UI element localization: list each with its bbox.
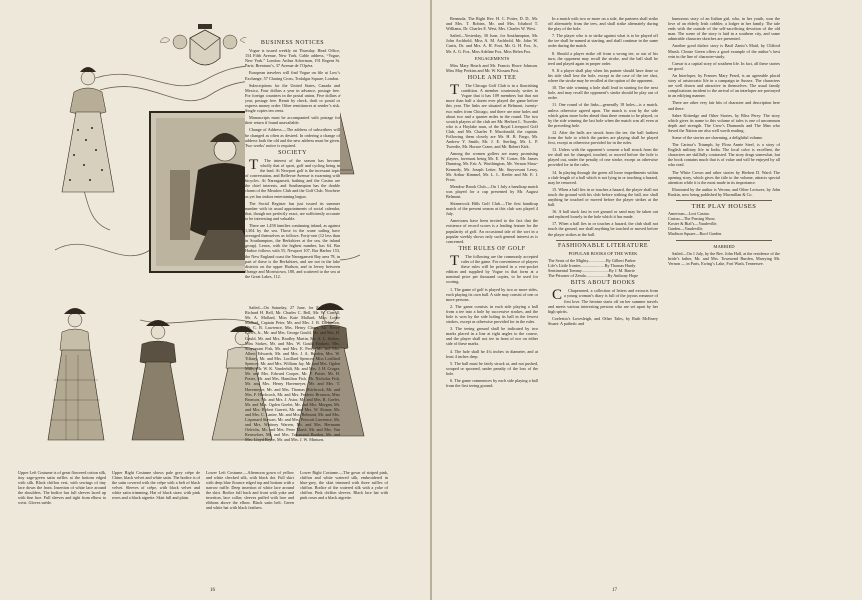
books-paragraph: The Carissa’s Triumph, by Flora Annie Steel, is a story of English military life in India. The local color is excellent, the characters are skillfully contrasted. The story drags somewhat, but the book contains much that is of value and will be enjoyed by all who read. [668,142,780,168]
playhouse-item: Casino—The Passing Show. [668,216,716,222]
paragraph: Bermuda, The Right Rev. H. C. Potter, D. D., Mr. and Mrs. T. Robins, Mr. and Mrs. Ichabod T. Williams, Dr. Charles E. West, Mrs. Charles W. West. [446,16,538,32]
books-paragraph: There are other very fair bits of character and description here and there. [668,100,780,111]
rules-continued: 13. Unless with the opponent’s consent a ball struck from the tee shall not be changed, touched, or moved before the hole is played out, under the penalty of one stroke, except as otherwise provided for in the rules. [548,147,658,168]
books-paragraph: Some of the stories are charming, a delightful volume. [672,134,764,140]
rules-continued: 9. If a player shall play when his partner should have done so his side shall lose the hole, except in the case of the tee shot, where the stroke may be recalled at the option of the opponent. [548,67,658,84]
engagements-text: Miss Mary Beach and Mr. Francis Howe Johnson. Miss May Perkins and Mr. W. Kissam Post. [446,62,538,73]
rules-continued: 17. When a ball lies in or touches a hazard, the club shall not touch the ground, nor shall anything be touched or moved before the player strikes at the ball. [548,221,658,237]
dropcap: C [552,287,563,304]
books-paragraph: An Interloper, by Frances Mary Peard, is an agreeable placid story of aristocratic life in a campaign in Sussex. The characters are well drawn and attractive in themselves. The usual family complications incident to the arrival of an interloper are portrayed in an edifying manner. [668,72,780,99]
rules-paragraph: 3. The teeing ground shall be indicated by two marks placed in a line at right angles to the course, and the player shall not tee in front of nor on either side of these marks. [446,326,538,347]
caption-lower-right: Lower Right Costume.—The gown of striped pink, chiffon and white watered silk, embroidered in blue-grey, the skirt trimmed with three ruffles of chiffon. Bodice of the watered silk with a yoke of chiffon. Pink chiffon sleeves. Black lace hat with pink roses and a black aigrette. [300,470,388,500]
popular-books-subheader: POPULAR BOOKS OF THE WEEK [568,250,638,256]
fashionable-literature-header: FASHIONABLE LITERATURE [557,242,649,249]
notice-paragraph: Subscriptions for the United States, Canada and Mexico, Four dollars a year in advance, postage free. For foreign countries in the postal union, Five dollars a year, postage free. Remit by check, draft or postal or express money order. Other remittances at sender’s risk. Single copies ten cents. [245,82,340,114]
married-header: MARRIED [713,243,735,249]
playhouse-item: Koster & Bial’s—Vaudeville. [668,221,718,227]
notice-paragraph: Manuscripts must be accompanied with postage for their return if found unavailable. [245,115,340,126]
rules-text: The following are the commonly accepted rules of the game. For convenience of players these rules will be printed in a vest-pocket edition and supplied by Vogue in that form at a nominal price per thousand copies, to be used for scoring. [446,253,538,285]
page-number-left: 16 [210,588,215,593]
divider [676,240,772,241]
books-paragraph: Another good dialect story is Basil Zanto’s Maid, by Clifford Marsh. Cleone Green offers a good example of the author’s best vein in the line of character-study. [668,43,780,59]
divider [556,240,650,241]
caption-lower-left: Lower Left Costume.—Afternoon gown of yellow and white checked silk, with black dot. Full skirt with deep blue flounce edged top and bottom with a narrow ruffle. Deep insertion of white lace around the skirt. Bodice full back and front with yoke and insertion, lace collar; sleeves puffed with lace and ribbons above the elbow. Black satin belt. Green and white hat with black feathers. [206,470,294,510]
notices-column [245,38,340,288]
caption-upper-right: Upper Right Costume shows pale grey crêpe de Chine, black velvet and white satin. The bodice is of the satin covered with the crêpe with a belt of black velvet. Sleeves of crêpe, with black velvet and white satin trimming. Hat of black straw with pink roses and a black aigrette. Skirt full and plain. [112,470,200,500]
rules-continued: 7. The player who is to strike against what is to be played off the tee shall be named at starting, and shall continue in the same order during the match. [548,33,658,49]
society-header: SOCIETY [278,149,307,156]
notices-header: BUSINESS NOTICES [260,40,325,46]
bits-about-books-header: BITS ABOUT BOOKS [570,280,636,287]
books-paragraph: Caesar is a capital story of southern life. In fact, all these stories are good. [668,60,780,71]
rules-continued: 15. When a ball lies in or touches a hazard, the player shall not touch the ground with his club before striking the ball, nor shall anything be touched or moved before the player strikes at the ball. [548,186,658,208]
married-text: Sailed—On 1 July, by the Rev. John Hall, at the residence of the bride’s father, Mr. and Mrs. Townsend Burden, Marrying Mr. Vernon — in Paris, Ewing’s Lake, Fort Wash, Tennessee. [668,250,780,266]
rules-continued: 11. One round of the links—generally 18 holes—is a match, unless otherwise agreed upon. The match is won by the side which gains more holes ahead than there remain to be played, or by the side winning the last hole when the match was all even at the preceding hole. [548,102,658,128]
bits-paragraph: Coelestia’s Lovesleigh, and Other Tales, by Ruth McEnery Stuart: A pathetic and [548,315,658,326]
notice-paragraph: Change of Address.—The address of subscribers will be changed as often as desired. In ordering a change of address both the old and the new address must be given. Two weeks’ notice is required. [245,127,340,148]
dropcap: T [249,156,259,173]
hole-and-tee-header: HOLE AND TEE [467,74,517,81]
books-paragraph: humorous story of an Italian girl, who, in her youth, won the love of an elderly Irish cobbler, a lodger in her family. The tale ends with the outside of the self-sacrificing devotion of the old man. The scene of the story is laid in a southern city, and some admirable character sketches are presented. [668,16,780,42]
notice-paragraph: European travelers will find Vogue on file at Low’s Exchange, 57 Charing Cross, Trafalgar Square, London. [245,70,340,81]
engagements-header: ENGAGEMENTS [474,55,510,61]
books-paragraph: The White Crown and other stories by Herbert D. Ward: The opening story, which gives the title to the volume, attracts special attention while it is the most made in its importance. [668,169,780,185]
paragraph: Sailed—Yesterday, 30 June, for Southampton, Mr. John Archbold, Miss A. M. Archbold, Mr. John W. Curtis, Dr. and Mrs. A. H. Foot, Mr. G. H. Fox, Jr., Mr. A. G. Fox, Miss Adeline Fox, Miss Helen Fox. [446,33,538,54]
rules-paragraph: 2. The game consists in each side playing a ball from a tee into a hole by successive strokes, and the hole is won by the side holing its ball in the fewest strokes, except as otherwise provided for in the rules. [446,303,538,325]
divider [676,200,772,201]
society-paragraph: There are 1,458 families continuing inland, as against 1,304 by the sea. Those in the wane sailing have averaged themselves as follows: Forty-one (12 less than in Southampton, the Berkshires at the sea, the inland group). Lenox, with the highest number, has 64. Bar Harbor follows with 55, Newport 107, Bar Harbor 153, the New England coast the Narragansett Bay area 78, in part of these is the Berkshires, and are not in the lake districts on the upper Hudson, and in Jersey between Orange and Morristown, 180, and scattered to the sea at the Great Lakes, 112. [245,223,340,279]
rules-paragraph: 6. The game commences by each side playing a ball from the first teeing ground. [446,378,538,389]
rules-continued: 12. After the balls are struck from the tee, the ball farthest from the hole to which the parties are playing shall be played first, except as otherwise provided for in the rules. [548,129,658,146]
books-paragraph: Sabre Kittredge and Other Stories, by Bliss Perry: The story which gives its name to this volume of tales is one of uncommon depth and strength. The Crew’s Diamonds and The Man who Saved the Nation are also well worth reading. [668,112,780,133]
rules-header: THE RULES OF GOLF [458,245,526,252]
rules-continued: 8. Should a player strike off from a wrong tee, or out of his turn, the opponent may recall the stroke, and the ball shall be teed and played again in proper order. [548,50,658,66]
book-list-item: Sentimental Tommy..........................By J. M. Barrie [548,268,635,274]
rules-continued: 16. A ball stuck fast in wet ground or sand may be taken out and replaced loosely in the hole which it has made. [548,209,658,220]
right-column-2 [548,16,658,586]
play-houses-header: THE PLAY HOUSES [691,203,757,210]
right-column-1 [446,16,538,586]
book-list-item: Life’s Little Ironies.......................By Thomas Hardy [548,262,636,268]
society-continued-column [245,305,340,585]
rules-continued: 14. In playing through the green all loose impediments within a club-length of a ball which is not lying in or touching a hazard, may be removed. [548,169,658,185]
hole-paragraph: Shinnecock Hills Golf Club.—The first handicap match of the present season at this club was played 4 July. [446,201,538,217]
society-text: The interest of the season has become wholly that of sport, golf and cycling being in the lead. At Newport golf is the incessant topic of conversation, and Bellevue Avenue is swarming with bicycles. At Narragansett, bathing and the Casino are the chief interests, and Southampton has the double charm of the Meadow Club and the Golf Club. Nowhere as yet has indoor entertaining begun. [245,157,340,199]
dropcap: T [450,252,460,269]
hole-paragraph: Among the women golfers are many promising players, foremost being Mr. E. W. Coster, Mr. James Dunning, Mr. Eric A. Worthington, Mr. Vernon Shaw-Kennedy, Mr. Joseph Leiter, Mr. Stuyvesant Leroy, Mr. Arthur Kimmel, Mr. L. L. Keeler and Mr. E. I. Frost. [446,151,538,182]
bits-text: Chaperoned, a collection of letters and extracts from a young woman’s diary is full of the joyous romance of first love. The heroine starts off on her summer travels and meets various interesting persons who are set apart by her high spirits. [548,288,658,314]
rules-paragraph: 4. The hole shall be 4¼ inches in diameter, and at least 4 inches deep. [446,348,538,359]
playhouse-item: American—Lost Casino. [668,211,710,217]
rules-continued: 10. The side winning a hole shall lead in starting for the next hole, and may recall the opponent’s stroke should he play out of order. [548,85,658,101]
dropcap: T [450,82,460,99]
notice-paragraph: Vogue is issued weekly on Thursday. Head Office, 154 Fifth Avenue, New York. Cable address, “Vogue, New York.” London: Arthur Ackerman, 191 Regent St. Paris: Brentano’s, 37 Avenue de l’Opéra. [245,48,340,69]
page-number-right: 17 [612,588,617,593]
books-paragraph: Illustrated by the author is Verona, and Other Lectures, by John Ruskin, now being published by Macmillan & Co. [668,186,780,197]
right-column-3 [668,16,780,586]
hole-paragraph: Meadow Brook Club.—On 1 July a handicap match was played for a cup presented by Mr. August Belmont. [446,183,538,199]
rules-paragraph [446,254,538,285]
playhouse-item: Madison Square—Roof Garden. [668,231,723,237]
book-list-item: The Prisoner of Zenda.....................By Anthony Hope [548,273,639,279]
hole-text: The Chicago Golf Club is in a flourishing condition. A member courteously writes to Vogue that it has 109 members but that not more than half a dozen ever played the game before this year. The links are situated at Belmont, twenty-two miles from Chicago, and there are nine holes and about two and a quarter miles in the round. The two scratch players of the club are Mr. Herbert L. Tweedie, who is a Hoylake man, of the Royal Liverpool Golf Club, and Mr. Charles F. Macdonald, the captain. Following them closely are Mr. H. B. Fargo, Mr. Andrew Y. Smith, Mr. J. E. Sterling, Mr. L. P. Tweedie, Mr. Horace Crane, and Mr. Robert Kirk. [446,83,538,150]
hole-paragraph: Americans have been invited to the fact that the existence of record scores is a leading feature for the popularity of golf. An occasional tale of the sort in a popular weekly shows only such general interest as is concerned. [446,218,538,244]
rules-paragraph: 5. The ball must be fairly struck at, and not pushed, scraped or spooned, under penalty of the loss of the hole. [446,360,538,376]
rules-paragraph: 1. The game of golf is played by two or more sides, each playing its own ball. A side may consist of one or more persons. [446,286,538,302]
society-paragraph: The Social Register has just issued its summer number with its usual appointments of social calendar, that, though not perfectly exact, are sufficiently accurate to be interesting and valuable. [245,200,340,221]
bits-paragraph [548,288,658,313]
book-list-item: The Seats of the Mighty.................By Gilbert Parker [548,257,636,263]
rules-continued: In a match with two or more on a side, the partners shall strike off alternately from the tees, and shall strike alternately during the play of the hole. [548,16,658,32]
hole-paragraph [446,83,538,149]
caption-upper-left: Upper Left Costume is of great flowered cotton silk, tiny sage-green satin ruffles at the bottom edged with silk. Black chiffon vest, with sewings of tiny lace down the front. Insertion of white lace around the shoulders. The bodice has full sleeves laced up with fine lace. Full sleeves and tight from elbow to wrist. Gloves suède. [18,470,106,505]
playhouse-item: Garden—Vaudeville. [668,226,704,232]
society-paragraph [245,158,340,199]
society-continued: Sailed—On Saturday, 27 June, for Europe, Mrs. Richard H. Bell, Mr. Charles C. Bell, Mr. W. Carroll, Mr. A. Mallard, Miss Kate Mallard, Miss Lottie Mallard, Captain Peter, Mr. and Mrs. J. R. Dickinson, Mr. C. B. Lawrence, Mrs. Henry Clews, Mr. Henry Clews, Jr., Mr. and Mrs. George Gould, Mr. and Mrs. H. Gould, Mr. and Mrs. Bradley Martin, Mr. A. L. Stokes, Miss Stokes, Mr. and Mrs. W. Gould Brokaw, Mrs. Stuyvesant Fish, Mr. and Mrs. E. Perry, Mr. and Mrs. Albert Edwards, Mr. and Mrs. J. A. Burden, Mrs. W. Tiffany, Mr. and Mrs. Lorillard Spencer, Miss Lorillard Spencer, Mr. and Mrs. William Jay, Mr. and Mrs. Ogden Mills, Mr. W. K. Vanderbilt, Mr. and Mrs. J. H. Cruger, Mr. and Mrs. Edward Cooper, Mr. F. Potter, Mr. H. Potter, Mr. and Mrs. Hamilton Fish, Mr. Nicholas Fish, Mr. and Mrs. Henry Havemeyer, Mr. and Mrs. T. Havemeyer, Mr. and Mrs. Thomas Hitchcock, Mr. and Mrs. F. Hitchcock, Mr. and Mrs. Frederic Bronson, Miss Bronson, Mr. and Mrs. J. Astor, Mr. and Mrs. R. Goelet, Mr. and Mrs. Ogden Goelet, Mr. and Mrs. Morgan, Mr. and Mrs. Robert Garrett, Mr. and Mrs. W. Sloane, Mr. and Mrs. C. Lanier, Mr. and Mrs. Belmont, Mr. and Mrs. Lispenard Stewart, Mr. and Mrs. Prescott Lawrence, Mr. and Mrs. Whitney Warren, Mr. and Mrs. Hermann Oelrichs, Mr. and Mrs. Peter Marié, Mr. and Mrs. Van Rensselaer, Mr. and Mrs. Townsend Burden, Mr. and Mrs. Lloyd Bryce, Mr. and Mrs. J. W. Minturn. [245,305,340,443]
